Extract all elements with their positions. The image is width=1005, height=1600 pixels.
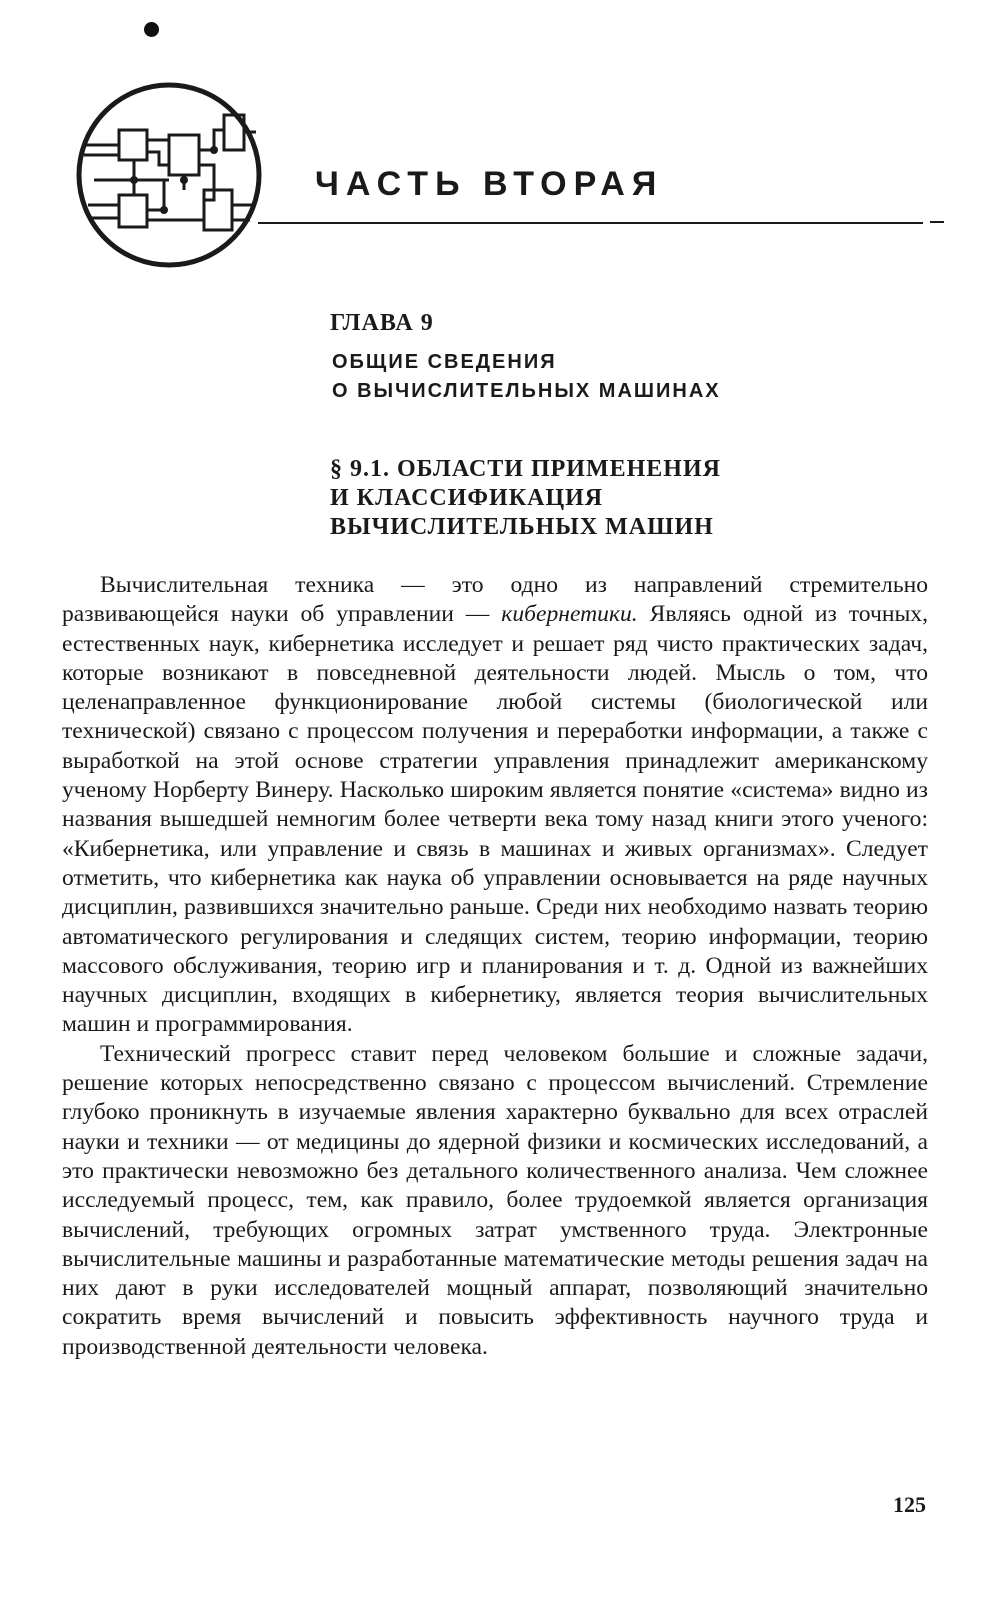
paragraph-2: Технический прогресс ставит перед человеком большие и сложные задачи, решение которых непосредственно связано с процессом вычислений. Стремление глубоко проникнуть в изучаемые явления характерно буквально для всех отраслей науки и техники — от медицины до ядерной физики и космических исследований, а это практически невозможно без детального количественного анализа. Чем сложнее исследуемый процесс, тем, как правило, более трудоемкой является организация вычислений, требующих огромных затрат умственного труда. Электронные вычислительные машины и разработанные математические методы решения задач на них дают в руки исследователей мощный аппарат, позволяющий значительно сократить время вычислений и повысить эффективность научного труда и производственной деятельности человека. [62,1040,928,1360]
body-text [62,571,928,1362]
title-rule [258,222,923,224]
part-title: ЧАСТЬ ВТОРАЯ [315,165,664,203]
chapter-label: ГЛАВА 9 [330,310,434,336]
term-cybernetics: кибернетики. [501,601,638,628]
title-rule-tail [930,221,944,223]
bullet-dot [144,22,159,37]
section-title [330,455,721,542]
chapter-title-line-1: ОБЩИЕ СВЕДЕНИЯ [332,351,557,373]
page-number: 125 [893,1492,926,1517]
chapter-title-line-2: О ВЫЧИСЛИТЕЛЬНЫХ МАШИНАХ [332,380,721,402]
section-title-line-2: И КЛАССИФИКАЦИЯ [330,485,604,511]
paragraph-1 [62,571,928,1040]
section-title-line-1: § 9.1. ОБЛАСТИ ПРИМЕНЕНИЯ [330,456,721,482]
section-title-line-3: ВЫЧИСЛИТЕЛЬНЫХ МАШИН [330,514,714,540]
paragraph-1-start: Вычислительная техника — это одно из направлений стремительно развивающейся науки об управлении — [62,572,928,628]
paragraph-1-rest: Являясь одной из точных, естественных наук, кибернетика исследует и решает ряд чисто практических задач, которые возникают в повседневной деятельности людей. Мысль о том, что целенаправленное функционирование любой системы (биологической или технической) связано с процессом получения и переработки информации, а также с выработкой на этой основе стратегии управления принадлежит американскому ученому Норберту Винеру. Насколько широким является понятие «система» видно из названия вышедшей немногим более четверти века тому назад книги этого ученого: «Кибернетика, или управление и связь в машинах и живых организмах». Следует отметить, что кибернетика как наука об управлении основывается на ряде научных дисциплин, развившихся значительно раньше. Среди них необходимо назвать теорию автоматического регулирования и следящих систем, теорию информации, теорию массового обслуживания, теорию игр и планирования и т. д. Одной из важнейших научных дисциплин, входящих в кибернетику, является теория вычислительных машин и программирования. [62,601,928,1038]
chapter-title [332,348,721,406]
logic-circuit-emblem-icon [74,80,264,270]
